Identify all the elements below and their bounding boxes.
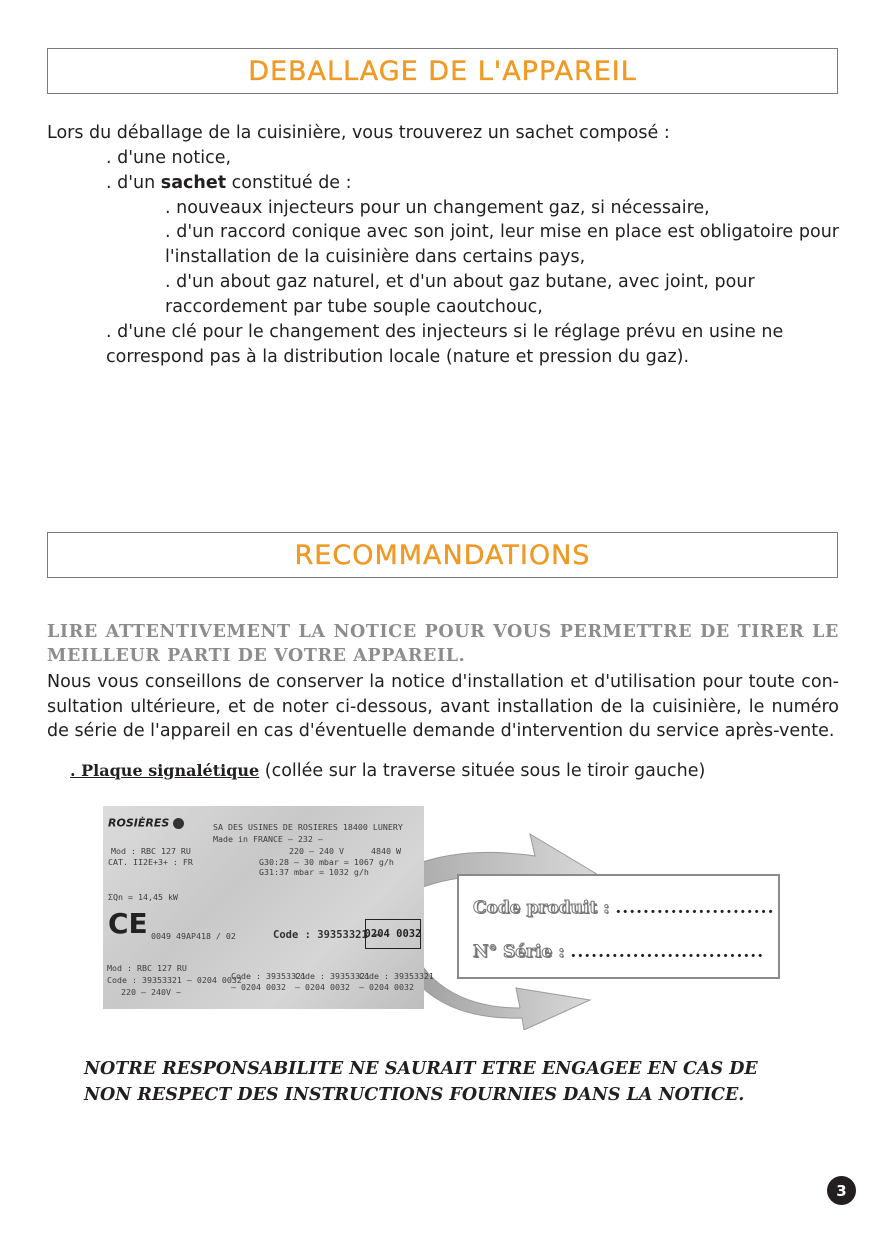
rating-plate-image <box>103 806 434 1009</box>
sub-item-about: . d'un about gaz naturel, et d'un about gaz butane, avec joint, pour raccordement par tube souple caoutchouc, <box>165 272 755 317</box>
list-item-sachet-post: constitué de : <box>226 173 352 193</box>
sachet-bold: sachet <box>160 173 227 193</box>
plate-stub-1-code: Code : 39353321 <box>231 971 306 981</box>
sub-item-raccord: . d'un raccord conique avec son joint, leur mise en place est obligatoire pour l'installation de la cuisinière dans certains pays, <box>165 222 839 267</box>
serie-label: N° Série : <box>473 942 565 962</box>
plate-code-2: Code : 39353321 – 0204 0032 <box>107 975 242 985</box>
ce-mark: CE <box>108 907 148 940</box>
plate-code: Code : 39353321 – <box>273 929 381 941</box>
warning-line-1: NOTRE RESPONSABILITE NE SAURAIT ETRE ENGAGEE EN CAS DE <box>84 1059 758 1079</box>
plate-g31: G31:37 mbar = 1032 g/h <box>259 867 369 877</box>
plate-g30: G30:28 – 30 mbar = 1067 g/h <box>259 857 394 867</box>
list-item-notice: . d'une notice, <box>106 148 232 168</box>
sub-item-injecteurs: . nouveaux injecteurs pour un changement gaz, si nécessaire, <box>165 198 710 218</box>
section-title-deballage: DEBALLAGE DE L'APPAREIL <box>248 55 637 87</box>
plate-company: SA DES USINES DE ROSIERES 18400 LUNERY <box>213 822 403 832</box>
plaque-label: . Plaque signalétique <box>70 761 260 780</box>
plate-serial-highlight: 0204 0032 <box>365 919 421 949</box>
serie-row <box>473 942 764 962</box>
list-item-cle: . d'une clé pour le changement des injecteurs si le réglage prévu en usine ne correspond pas à la distribution locale (nature et pression du gaz). <box>106 322 784 367</box>
page-number: 3 <box>827 1176 856 1205</box>
plate-made-in: Made in FRANCE – 232 – <box>213 834 323 844</box>
plate-stub-3-serial: – 0204 0032 <box>359 982 414 992</box>
warning-line-2: NON RESPECT DES INSTRUCTIONS FOURNIES DANS LA NOTICE. <box>84 1085 745 1105</box>
intro-text: Lors du déballage de la cuisinière, vous trouverez un sachet composé : <box>47 123 670 143</box>
product-code-form <box>457 874 780 979</box>
plate-qn: ΣQn = 14,45 kW <box>108 892 178 902</box>
section-title-recommandations: RECOMMANDATIONS <box>294 539 591 571</box>
plate-category: CAT. II2E+3+ : FR <box>108 857 193 867</box>
plate-stub-2-serial: – 0204 0032 <box>295 982 350 992</box>
plate-model: Mod : RBC 127 RU <box>111 846 191 856</box>
plate-brand: ROSIÈRES <box>108 816 170 830</box>
plate-stub-3-code: Code : 39353321 <box>359 971 434 981</box>
brand-mark-icon <box>173 818 184 829</box>
code-produit-label: Code produit : <box>473 898 610 918</box>
plaque-description: (collée sur la traverse située sous le tiroir gauche) <box>259 761 706 781</box>
section-title-box <box>47 532 838 578</box>
section-title-box <box>47 48 838 94</box>
plate-model-2: Mod : RBC 127 RU <box>107 963 187 973</box>
plate-power: 4840 W <box>371 846 401 856</box>
list-item-sachet-pre: . d'un <box>106 173 161 193</box>
recommendation-heading: LIRE ATTENTIVEMENT LA NOTICE POUR VOUS PERMETTRE DE TIRER LE MEILLEUR PARTI DE VOTRE APPAREIL. <box>47 622 839 666</box>
code-produit-field[interactable]: ....................... <box>615 898 775 918</box>
code-produit-row <box>473 898 774 918</box>
list-item-sachet <box>106 171 352 196</box>
plate-cert: 0049 49AP418 / 02 <box>151 931 236 941</box>
serie-field[interactable]: ............................ <box>570 942 765 962</box>
recommendation-body: Nous vous conseillons de conserver la notice d'installation et d'utilisation pour toute con-sultation ultérieure, et de noter ci-dessous, avant installation de la cuisinière, le numéro de série de l'appareil en cas d'éventuelle demande d'intervention du service après-vente. <box>47 672 839 742</box>
plate-brand-logo <box>108 818 184 829</box>
plate-voltage: 220 – 240 V <box>289 846 344 856</box>
plate-stub-2-code: Code : 39353321 <box>295 971 370 981</box>
plate-voltage-2: 220 – 240V ~ <box>121 987 181 997</box>
plate-stub-1-serial: – 0204 0032 <box>231 982 286 992</box>
plaque-line <box>70 759 705 784</box>
